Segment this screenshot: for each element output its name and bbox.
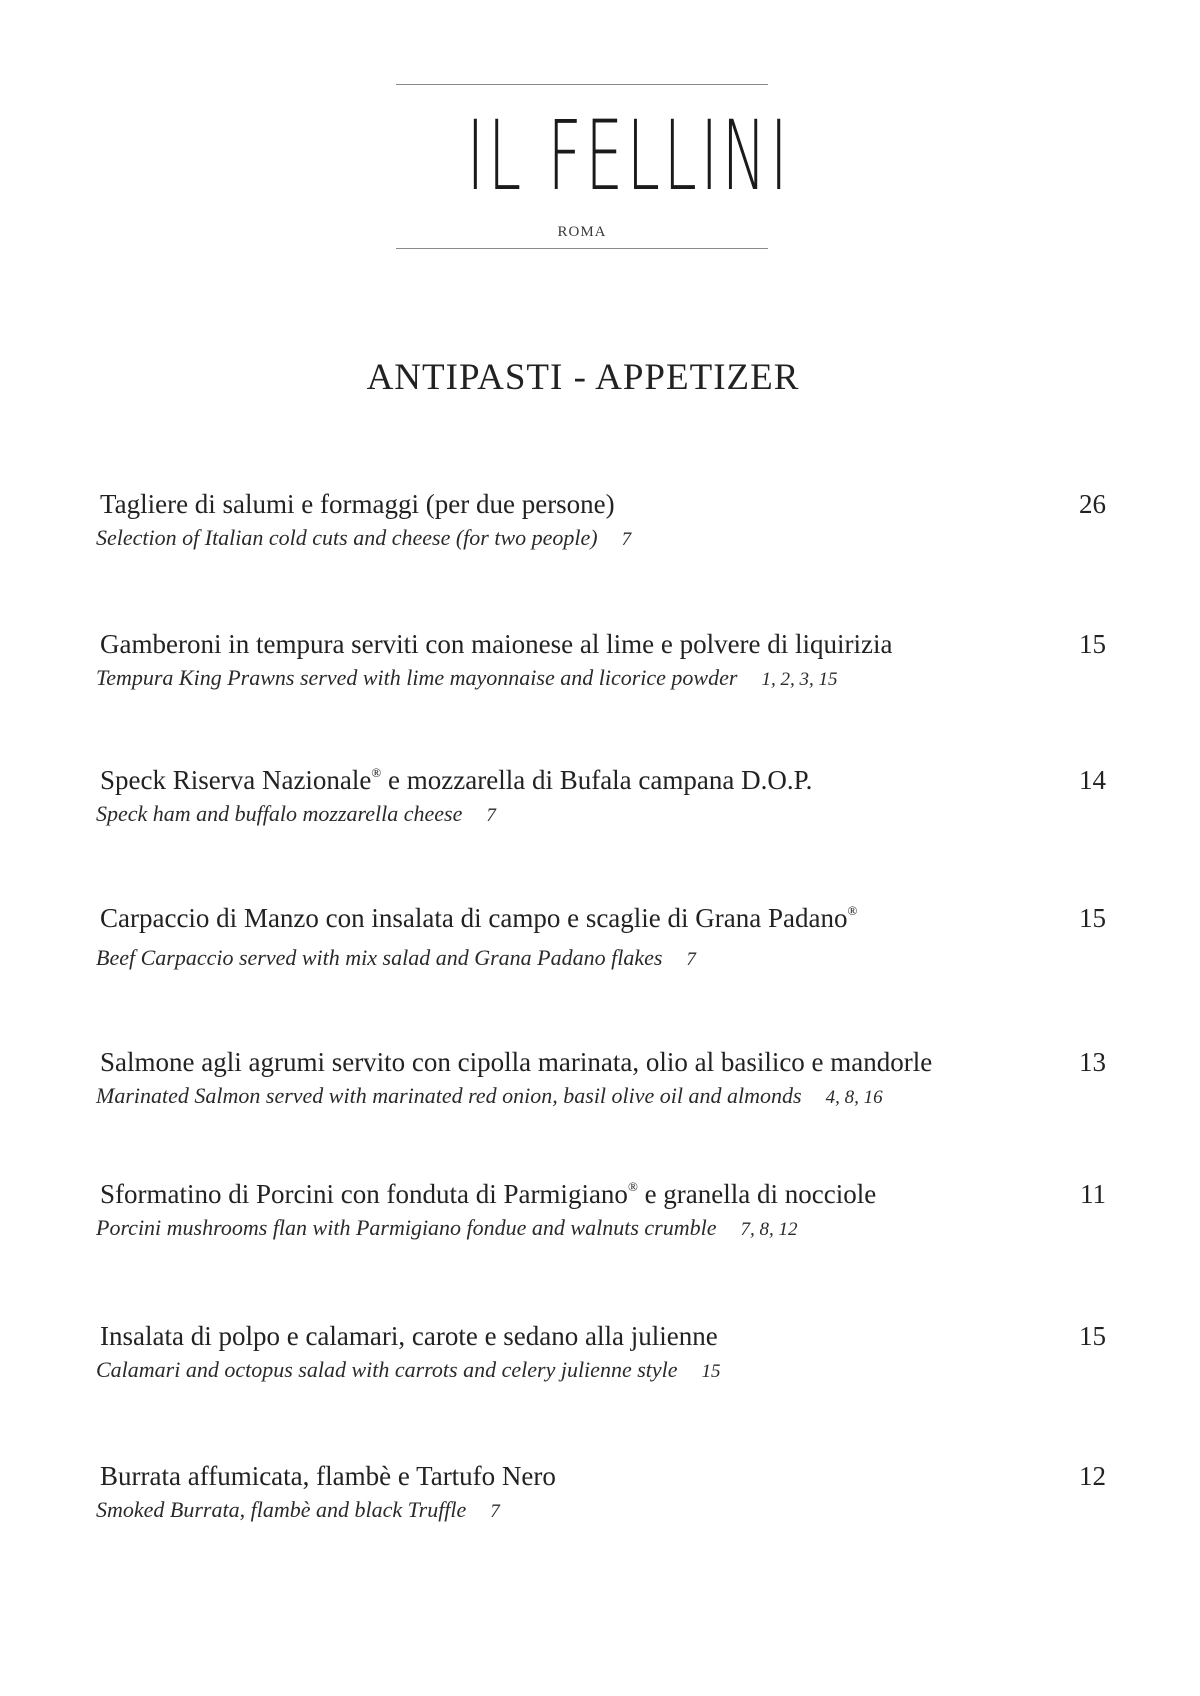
item-description-text: Speck ham and buffalo mozzarella cheese [96,801,463,826]
item-name-part: e mozzarella di Bufala campana D.O.P. [381,765,813,795]
menu-item [96,764,1106,844]
item-description [96,944,696,974]
item-name-part: Speck Riserva Nazionale [100,765,372,795]
item-name-part: e granella di nocciole [637,1179,877,1209]
item-price: 12 [1079,1461,1106,1491]
item-allergens: 4, 8, 16 [825,1087,883,1108]
menu-item [96,1178,1106,1258]
registered-mark: ® [627,1179,638,1194]
item-allergens: 7 [490,1501,500,1522]
item-description-text: Tempura King Prawns served with lime mayonnaise and licorice powder [96,665,738,690]
item-description-text: Smoked Burrata, flambè and black Truffle [96,1497,467,1522]
item-description [96,1082,883,1112]
item-name-part: Sformatino di Porcini con fonduta di Parmigiano [100,1179,628,1209]
item-allergens: 7 [686,949,696,970]
item-price: 11 [1080,1179,1106,1209]
item-name [100,764,812,796]
item-price: 26 [1079,489,1106,519]
item-description-text: Marinated Salmon served with marinated red onion, basil olive oil and almonds [96,1083,802,1108]
item-allergens: 15 [701,1361,721,1382]
menu-item [96,628,1106,708]
header-bottom-rule [396,248,768,249]
item-description [96,1214,797,1244]
menu-item [96,1320,1106,1400]
registered-mark: ® [371,765,382,780]
item-name: Burrata affumicata, flambè e Tartufo Nero [100,1461,556,1491]
header-top-rule [396,84,768,85]
item-description [96,1356,721,1386]
menu-item [96,1460,1106,1540]
section-title: ANTIPASTI - APPETIZER [366,357,800,398]
item-name: Salmone agli agrumi servito con cipolla marinata, olio al basilico e mandorle [100,1047,933,1077]
item-description-text: Calamari and octopus salad with carrots and celery julienne style [96,1357,678,1382]
item-description-text: Porcini mushrooms flan with Parmigiano fondue and walnuts crumble [96,1215,717,1240]
item-allergens: 7, 8, 12 [740,1219,798,1240]
menu-item [96,1046,1106,1126]
item-name-part: Carpaccio di Manzo con insalata di campo e scaglie di Grana Padano [100,903,848,933]
item-price: 15 [1079,629,1106,659]
item-allergens: 7 [486,805,496,826]
brand-city: ROMA [557,224,607,240]
item-name: Gamberoni in tempura serviti con maionese al lime e polvere di liquirizia [100,629,893,659]
item-description [96,524,631,554]
item-description-text: Selection of Italian cold cuts and cheese (for two people) [96,525,598,550]
item-allergens: 7 [621,529,632,550]
menu-item [96,488,1106,568]
item-description [96,800,496,830]
item-description [96,1496,500,1526]
item-name: Tagliere di salumi e formaggi (per due persone) [100,489,615,519]
item-price: 15 [1079,1321,1106,1351]
menu-item [96,902,1106,982]
item-description-text: Beef Carpaccio served with mix salad and Grana Padano flakes [96,945,663,970]
item-price: 15 [1079,903,1106,933]
item-price: 13 [1079,1047,1106,1077]
registered-mark: ® [847,903,858,918]
item-name [100,1178,876,1210]
item-price: 14 [1079,765,1106,795]
item-name [100,902,857,934]
item-allergens: 1, 2, 3, 15 [761,669,838,690]
brand-logo: IL FELLINI [466,100,792,212]
item-name: Insalata di polpo e calamari, carote e sedano alla julienne [100,1321,718,1351]
item-description [96,664,837,694]
